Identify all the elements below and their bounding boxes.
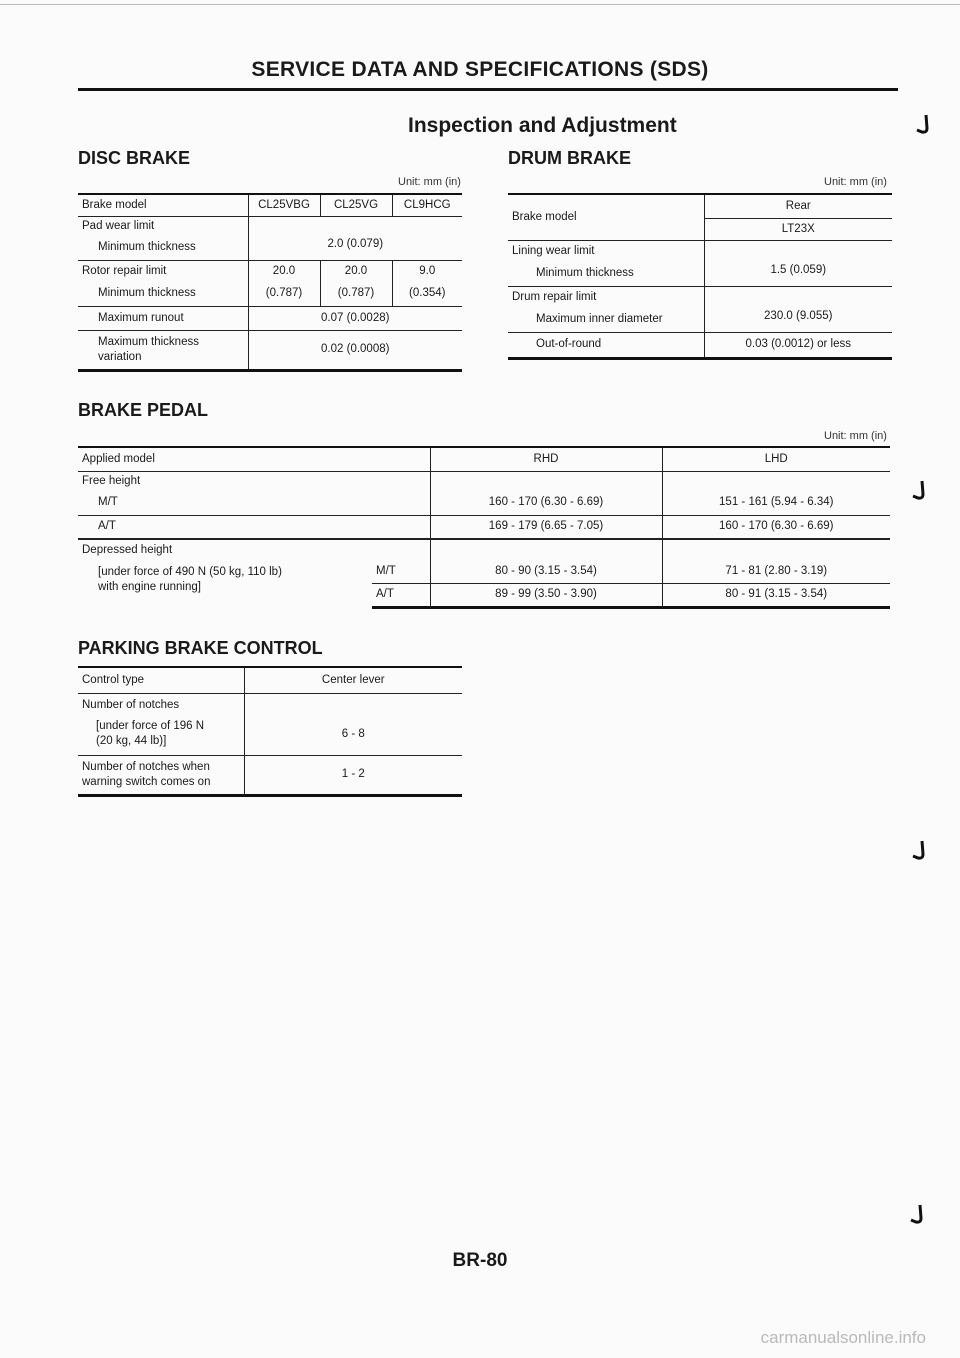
page-number: BR-80 (452, 1250, 508, 1271)
control-type-label: Control type (78, 667, 244, 693)
disc-brake-table (78, 193, 462, 372)
control-type-value: Center lever (244, 667, 462, 693)
disc-model-1: CL25VBG (248, 194, 320, 216)
free-height-label: Free height (78, 471, 430, 491)
drum-model: LT23X (704, 218, 892, 240)
notch-condition-line1: [under force of 196 N (96, 719, 205, 732)
thickness-variation-line2: variation (98, 350, 142, 363)
depressed-at-label: A/T (372, 583, 430, 607)
thickness-variation-line1: Maximum thickness (98, 335, 199, 348)
lining-minimum-thickness-label: Minimum thickness (536, 267, 634, 280)
drum-brake-model-label: Brake model (508, 194, 704, 240)
brake-pedal-heading: BRAKE PEDAL (78, 400, 209, 420)
rotor-value-in-3: (0.354) (392, 282, 462, 306)
page-subtitle: Inspection and Adjustment (408, 114, 677, 137)
lining-thickness-value: 1.5 (0.059) (704, 240, 892, 286)
notches-value: 6 - 8 (244, 693, 462, 755)
warning-line2: warning switch comes on (82, 775, 211, 788)
out-of-round-value: 0.03 (0.0012) or less (704, 332, 892, 358)
number-of-notches-label: Number of notches (82, 698, 180, 711)
free-at-lhd: 160 - 170 (6.30 - 6.69) (662, 515, 890, 539)
parking-brake-heading: PARKING BRAKE CONTROL (78, 638, 323, 658)
pad-thickness-value: 2.0 (0.079) (248, 216, 462, 260)
notches-label-cell (78, 693, 244, 755)
rotor-minimum-thickness-label: Minimum thickness (98, 287, 196, 300)
runout-value: 0.07 (0.0028) (248, 306, 462, 330)
lining-wear-limit-label: Lining wear limit (508, 240, 704, 262)
disc-model-2: CL25VG (320, 194, 392, 216)
disc-brake-unit: Unit: mm (in) (398, 176, 461, 188)
drum-brake-table (508, 193, 892, 360)
drum-position: Rear (704, 194, 892, 218)
applied-model-label: Applied model (78, 447, 430, 471)
out-of-round-label: Out-of-round (508, 332, 704, 358)
free-at-rhd: 169 - 179 (6.65 - 7.05) (430, 515, 662, 539)
depressed-mt-label: M/T (376, 565, 396, 578)
dep-at-rhd: 89 - 99 (3.50 - 3.90) (430, 583, 662, 607)
rotor-value-in-1: (0.787) (248, 282, 320, 306)
rotor-value-1: 20.0 (248, 260, 320, 282)
depressed-condition-line2: with engine running] (98, 581, 201, 593)
disc-model-3: CL9HCG (392, 194, 462, 216)
rotor-value-in-2: (0.787) (320, 282, 392, 306)
depressed-height-label: Depressed height (78, 539, 430, 561)
free-mt-lhd: 151 - 161 (5.94 - 6.34) (662, 491, 890, 515)
rotor-value-3: 9.0 (392, 260, 462, 282)
revision-check-icon (916, 114, 932, 134)
rhd-header: RHD (430, 447, 662, 471)
dep-mt-lhd: 71 - 81 (2.80 - 3.19) (662, 561, 890, 583)
drum-repair-limit-label: Drum repair limit (508, 286, 704, 308)
drum-brake-heading: DRUM BRAKE (508, 148, 631, 168)
depressed-condition-line1: [under force of 490 N (50 kg, 110 lb) (98, 566, 282, 578)
maximum-inner-diameter-label: Maximum inner diameter (536, 313, 663, 326)
watermark: carmanualsonline.info (760, 1328, 926, 1347)
revision-check-icon (912, 480, 928, 500)
title-rule (78, 88, 898, 91)
dep-mt-rhd: 80 - 90 (3.15 - 3.54) (430, 561, 662, 583)
warning-value: 1 - 2 (244, 755, 462, 795)
rotor-repair-limit-label: Rotor repair limit (78, 260, 248, 282)
revision-check-icon (910, 1204, 926, 1224)
disc-brake-model-label: Brake model (78, 194, 248, 216)
brake-pedal-unit: Unit: mm (in) (824, 430, 887, 442)
warning-label-cell (78, 755, 244, 795)
page-title: SERVICE DATA AND SPECIFICATIONS (SDS) (251, 58, 709, 81)
maximum-runout-label: Maximum runout (78, 306, 248, 330)
depressed-condition (78, 561, 372, 607)
thickness-variation-label (78, 330, 248, 370)
brake-pedal-table (78, 446, 890, 609)
revision-check-icon (912, 840, 928, 860)
lhd-header: LHD (662, 447, 890, 471)
top-rule (0, 4, 960, 5)
variation-value: 0.02 (0.0008) (248, 330, 462, 370)
pad-wear-limit-label: Pad wear limit (78, 216, 248, 236)
warning-line1: Number of notches when (82, 760, 210, 773)
drum-brake-unit: Unit: mm (in) (824, 176, 887, 188)
free-height-at-label: A/T (78, 515, 430, 539)
notch-condition-line2: (20 kg, 44 lb)] (96, 734, 167, 747)
rotor-value-2: 20.0 (320, 260, 392, 282)
inner-diameter-value: 230.0 (9.055) (704, 286, 892, 332)
free-mt-rhd: 160 - 170 (6.30 - 6.69) (430, 491, 662, 515)
dep-at-lhd: 80 - 91 (3.15 - 3.54) (662, 583, 890, 607)
pad-minimum-thickness-label: Minimum thickness (98, 241, 196, 254)
disc-brake-heading: DISC BRAKE (78, 148, 191, 168)
parking-brake-table (78, 666, 462, 797)
free-height-mt-label: M/T (98, 496, 118, 509)
